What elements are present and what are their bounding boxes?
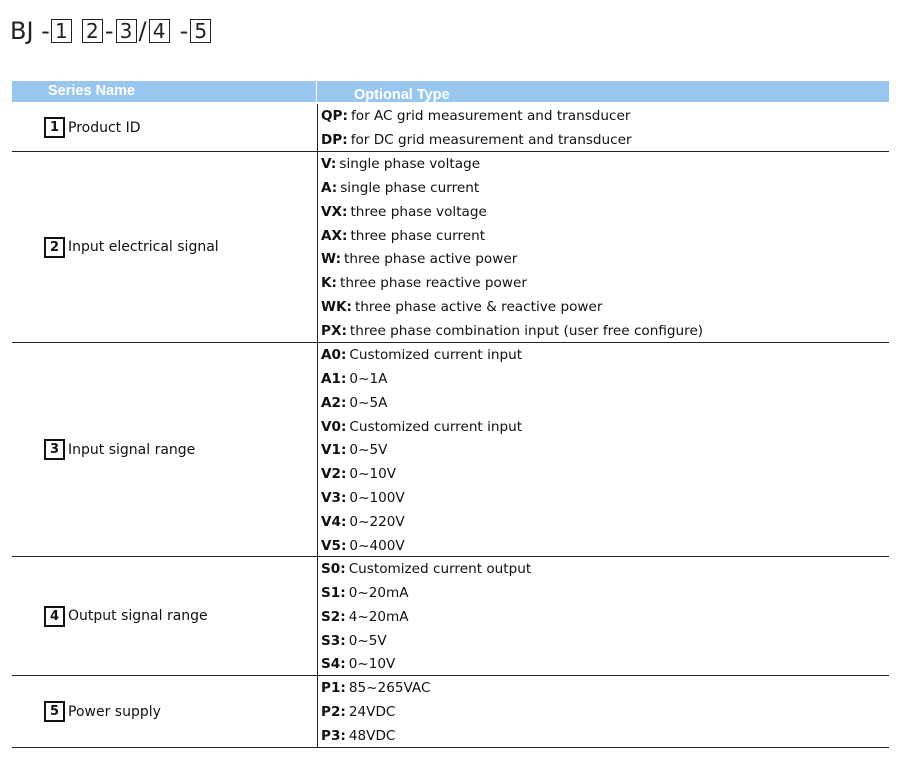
- option-desc: 0~10V: [348, 656, 396, 673]
- model-box-2: 2: [82, 19, 103, 43]
- options-list: [321, 677, 430, 749]
- section-power-supply: [12, 676, 889, 748]
- option-desc: Customized current input: [349, 418, 523, 435]
- option-item: [321, 344, 522, 368]
- options-list: [321, 344, 522, 559]
- series-number-box: 4: [44, 606, 65, 627]
- option-desc: three phase voltage: [350, 203, 487, 220]
- option-code: V5:: [321, 537, 347, 554]
- series-label-text: Product ID: [68, 119, 141, 136]
- option-item: [321, 296, 703, 320]
- option-desc: 0~1A: [349, 370, 388, 387]
- option-desc: Customized current input: [349, 347, 523, 363]
- option-item: [321, 511, 522, 535]
- option-desc: 24VDC: [348, 703, 396, 720]
- option-item: [321, 558, 531, 582]
- option-code: V3:: [321, 490, 347, 507]
- option-desc: for DC grid measurement and transducer: [350, 131, 632, 148]
- option-desc: single phase current: [340, 179, 480, 196]
- column-divider: [317, 104, 318, 151]
- model-box-3: 3: [116, 19, 137, 43]
- series-number-box: 5: [44, 701, 65, 722]
- option-desc: 0~100V: [349, 490, 405, 507]
- series-number-box: 3: [44, 439, 65, 460]
- option-code: S4:: [321, 656, 346, 673]
- option-code: S0:: [321, 561, 346, 577]
- option-desc: 4~20mA: [348, 608, 409, 625]
- series-label: [44, 152, 314, 342]
- model-dash-2: -: [179, 17, 189, 45]
- options-list: [321, 105, 632, 153]
- option-desc: three phase reactive power: [339, 275, 527, 292]
- option-item: [321, 630, 531, 654]
- series-label-text: Input signal range: [68, 441, 196, 458]
- option-desc: 0~5V: [348, 632, 387, 649]
- option-item: [321, 487, 522, 511]
- option-code: S2:: [321, 608, 346, 625]
- table-header: [12, 81, 889, 102]
- option-item: [321, 201, 703, 225]
- option-code: A2:: [321, 394, 347, 411]
- option-item: [321, 582, 531, 606]
- column-divider: [317, 557, 318, 675]
- option-item: [321, 392, 522, 416]
- option-item: [321, 535, 522, 559]
- option-desc: 0~220V: [349, 513, 405, 530]
- option-item: [321, 320, 703, 344]
- option-code: K:: [321, 275, 337, 292]
- options-list: [321, 558, 531, 677]
- option-item: [321, 368, 522, 392]
- option-code: V1:: [321, 442, 347, 459]
- option-item: [321, 606, 531, 630]
- option-item: [321, 105, 632, 129]
- option-item: [321, 416, 522, 440]
- option-code: DP:: [321, 131, 348, 148]
- option-item: [321, 701, 430, 725]
- column-divider: [317, 343, 318, 556]
- series-label: [44, 343, 314, 556]
- option-code: W:: [321, 251, 342, 268]
- option-code: V4:: [321, 513, 347, 530]
- option-desc: three phase active power: [344, 251, 518, 268]
- option-item: [321, 677, 430, 701]
- option-desc: three phase combination input (user free configure): [349, 322, 704, 339]
- option-code: V:: [321, 156, 337, 172]
- option-code: VX:: [321, 203, 348, 220]
- option-desc: three phase active & reactive power: [354, 299, 603, 316]
- section-input-electrical-signal: [12, 152, 889, 343]
- option-code: P2:: [321, 703, 346, 720]
- option-desc: 48VDC: [348, 727, 396, 744]
- option-item: [321, 225, 703, 249]
- option-desc: 85~265VAC: [348, 680, 431, 696]
- option-item: [321, 248, 703, 272]
- series-label: [44, 557, 314, 675]
- option-item: [321, 177, 703, 201]
- option-item: [321, 725, 430, 749]
- option-item: [321, 153, 703, 177]
- model-dash-1: -: [104, 17, 114, 45]
- option-desc: three phase current: [350, 227, 486, 244]
- option-code: A:: [321, 179, 338, 196]
- model-code-title: [10, 16, 212, 46]
- option-code: A1:: [321, 370, 347, 387]
- option-desc: 0~5V: [349, 442, 388, 459]
- optional-type-header: Optional Type: [354, 87, 450, 103]
- option-code: A0:: [321, 347, 347, 363]
- option-code: WK:: [321, 299, 352, 316]
- series-label-text: Input electrical signal: [68, 239, 219, 255]
- column-divider: [317, 676, 318, 747]
- option-desc: 0~5A: [349, 394, 388, 411]
- section-input-signal-range: [12, 343, 889, 557]
- option-desc: 0~10V: [349, 466, 397, 483]
- option-code: AX:: [321, 227, 348, 244]
- column-divider: [317, 152, 318, 342]
- option-item: [321, 439, 522, 463]
- model-box-1: 1: [51, 19, 72, 43]
- model-prefix: BJ -: [10, 17, 50, 45]
- option-desc: 0~20mA: [348, 584, 409, 601]
- option-item: [321, 129, 632, 153]
- section-product-id: [12, 104, 889, 152]
- series-number-box: 2: [44, 237, 65, 258]
- option-code: S3:: [321, 632, 346, 649]
- series-label-text: Power supply: [68, 703, 161, 720]
- option-item: [321, 272, 703, 296]
- series-number-box: 1: [44, 117, 65, 138]
- option-desc: 0~400V: [349, 537, 405, 554]
- options-list: [321, 153, 703, 344]
- option-desc: for AC grid measurement and transducer: [350, 108, 631, 124]
- series-label-text: Output signal range: [68, 608, 208, 624]
- option-code: V0:: [321, 418, 347, 435]
- option-code: P3:: [321, 727, 346, 744]
- option-code: S1:: [321, 584, 346, 601]
- option-code: QP:: [321, 108, 348, 124]
- section-output-signal-range: [12, 557, 889, 676]
- series-label: [44, 104, 314, 151]
- option-desc: Customized current output: [348, 561, 532, 577]
- option-desc: single phase voltage: [339, 156, 481, 172]
- option-item: [321, 653, 531, 677]
- model-box-4: 4: [149, 19, 170, 43]
- series-name-header: Series Name: [12, 81, 317, 102]
- series-label: [44, 676, 314, 747]
- model-slash: /: [138, 17, 147, 45]
- option-item: [321, 463, 522, 487]
- option-code: P1:: [321, 680, 346, 696]
- option-code: V2:: [321, 466, 347, 483]
- option-code: PX:: [321, 322, 347, 339]
- model-box-5: 5: [190, 19, 211, 43]
